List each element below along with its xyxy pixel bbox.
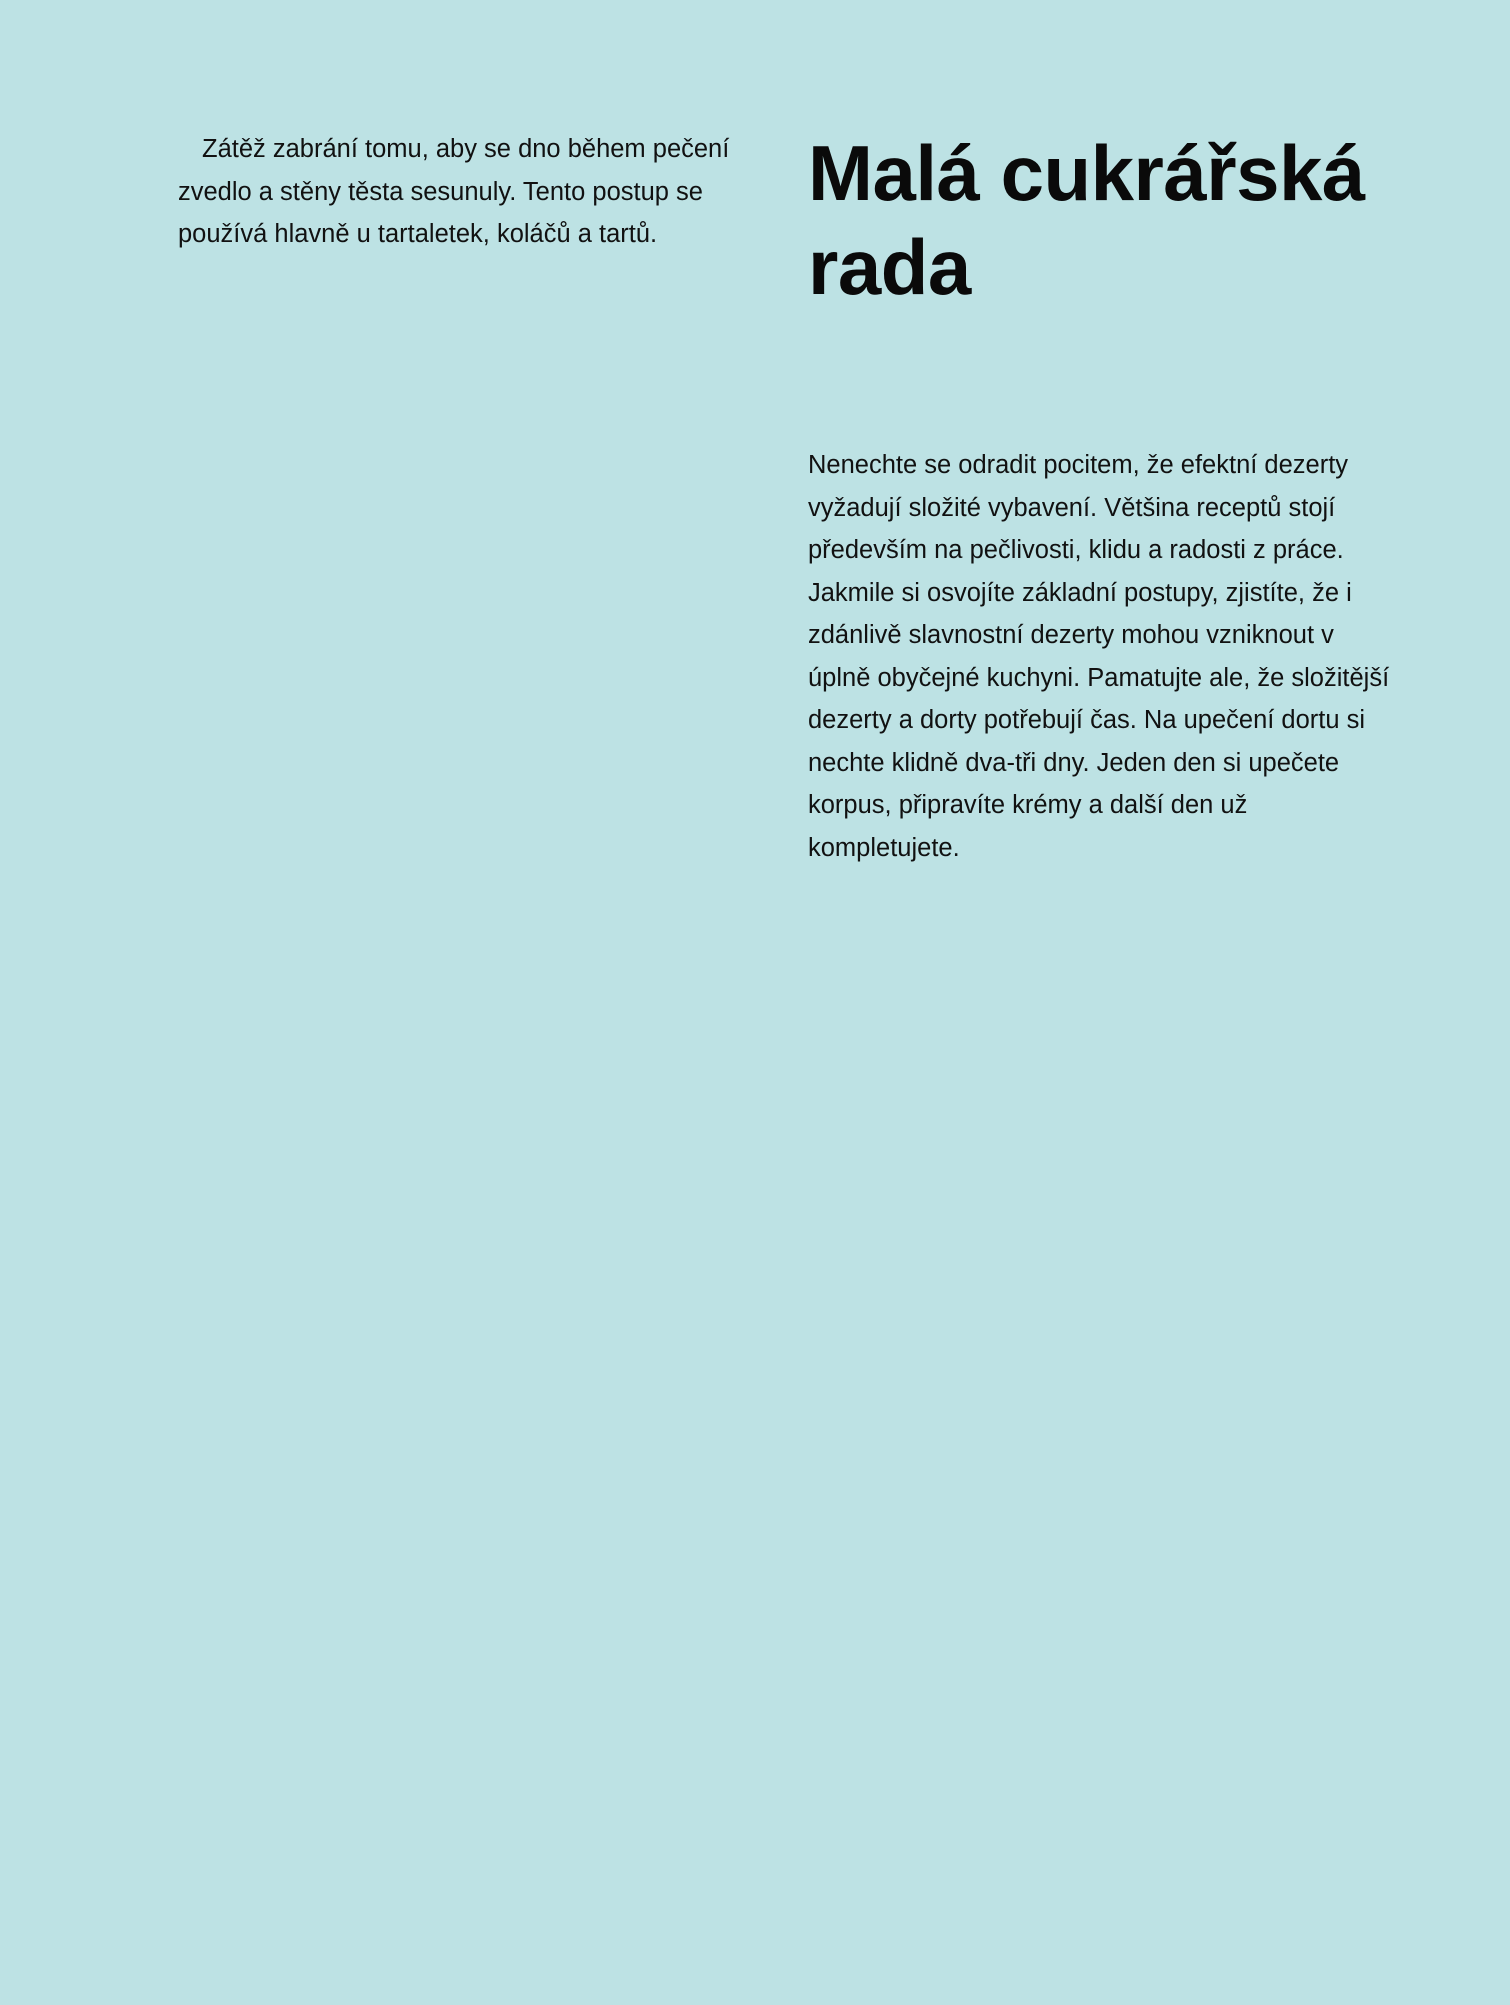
intro-paragraph: Zátěž zabrání tomu, aby se dno během pečení zvedlo a stěny těsta sesunuly. Tento postup se používá hlavně u tartaletek, koláčů a tartů. xyxy=(178,135,730,248)
right-column xyxy=(808,126,1398,869)
left-column xyxy=(178,128,738,256)
section-heading: Malá cukrářská rada xyxy=(808,129,1365,311)
body-paragraph: Nenechte se odradit pocitem, že efektní dezerty vyžadují složité vybavení. Většina receptů stojí především na pečlivosti, klidu a radosti z práce. Jakmile si osvojíte základní postupy, zjistíte, že i zdánlivě slavnostní dezerty mohou vzniknout v úplně obyčejné kuchyni. Pamatujte ale, že složitější dezerty a dorty potřebují čas. Na upečení dortu si nechte klidně dva-tři dny. Jeden den si upečete korpus, připravíte krémy a další den už kompletujete. xyxy=(808,451,1390,862)
